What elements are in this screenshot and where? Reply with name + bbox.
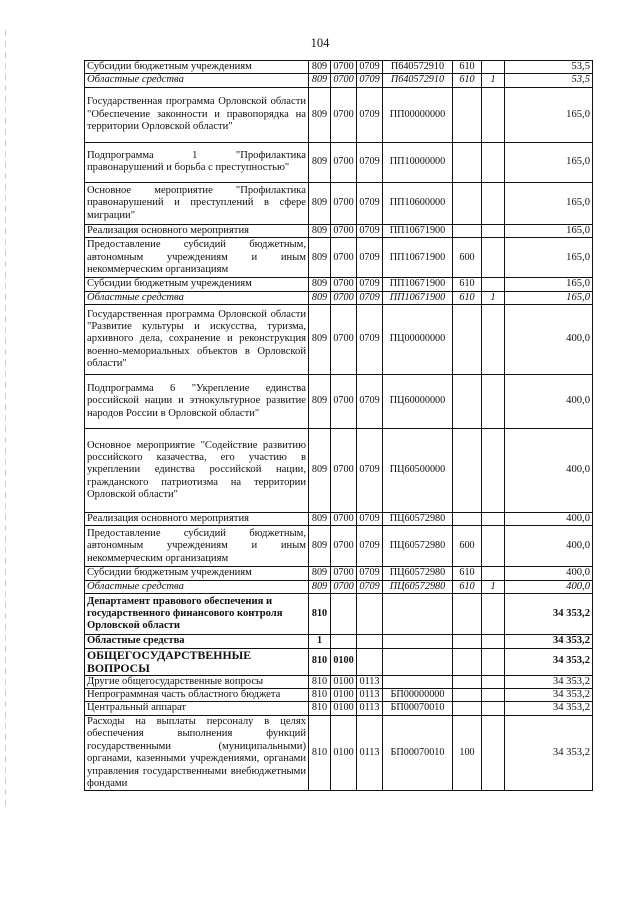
cell-row-name: Областные средства	[85, 580, 309, 593]
cell-amount: 165,0	[505, 291, 593, 304]
cell-amount: 165,0	[505, 224, 593, 237]
cell-target-article-code: ПЦ60572980	[383, 526, 453, 567]
table-row	[85, 291, 593, 304]
cell-funding-source-code	[482, 715, 505, 790]
cell-row-name: Основное мероприятие "Профилактика правонарушений и преступлений в сфере миграции"	[85, 182, 309, 224]
cell-amount: 34 353,2	[505, 715, 593, 790]
table-row	[85, 526, 593, 567]
cell-amount: 165,0	[505, 238, 593, 278]
cell-funding-source-code	[482, 61, 505, 74]
cell-amount: 165,0	[505, 182, 593, 224]
cell-row-name: Субсидии бюджетным учреждениям	[85, 61, 309, 74]
cell-section-code: 0100	[331, 648, 357, 675]
cell-amount: 400,0	[505, 305, 593, 375]
cell-grbs-code: 809	[309, 526, 331, 567]
table-row	[85, 635, 593, 648]
cell-section-code: 0700	[331, 182, 357, 224]
cell-grbs-code: 809	[309, 305, 331, 375]
cell-target-article-code: БП00070010	[383, 715, 453, 790]
cell-section-code: 0700	[331, 238, 357, 278]
cell-row-name: Центральный аппарат	[85, 702, 309, 715]
cell-section-code: 0700	[331, 278, 357, 291]
table-row	[85, 429, 593, 513]
cell-subsection-code	[357, 635, 383, 648]
table-row	[85, 702, 593, 715]
cell-section-code: 0700	[331, 74, 357, 87]
table-row	[85, 305, 593, 375]
table-row	[85, 648, 593, 675]
cell-target-article-code: ПП10671900	[383, 291, 453, 304]
cell-expense-type-code: 600	[453, 238, 482, 278]
cell-section-code: 0700	[331, 87, 357, 142]
scan-edge-artifact	[5, 30, 6, 810]
cell-expense-type-code	[453, 689, 482, 702]
cell-funding-source-code	[482, 429, 505, 513]
cell-subsection-code: 0709	[357, 429, 383, 513]
cell-amount: 34 353,2	[505, 594, 593, 635]
table-row	[85, 594, 593, 635]
cell-subsection-code: 0113	[357, 675, 383, 688]
cell-subsection-code: 0709	[357, 305, 383, 375]
cell-amount: 165,0	[505, 278, 593, 291]
cell-expense-type-code: 600	[453, 526, 482, 567]
cell-row-name: Областные средства	[85, 74, 309, 87]
cell-expense-type-code	[453, 182, 482, 224]
cell-funding-source-code	[482, 375, 505, 429]
cell-grbs-code: 809	[309, 87, 331, 142]
cell-funding-source-code	[482, 278, 505, 291]
cell-section-code: 0700	[331, 513, 357, 526]
cell-target-article-code: ПЦ60572980	[383, 567, 453, 580]
cell-funding-source-code: 1	[482, 580, 505, 593]
cell-expense-type-code: 610	[453, 61, 482, 74]
cell-row-name: Подпрограмма 1 "Профилактика правонарушений и борьба с преступностью"	[85, 142, 309, 182]
cell-amount: 34 353,2	[505, 675, 593, 688]
cell-section-code: 0100	[331, 702, 357, 715]
cell-expense-type-code	[453, 648, 482, 675]
cell-expense-type-code	[453, 224, 482, 237]
cell-subsection-code: 0709	[357, 375, 383, 429]
cell-expense-type-code	[453, 87, 482, 142]
cell-funding-source-code	[482, 513, 505, 526]
cell-amount: 400,0	[505, 429, 593, 513]
cell-section-code	[331, 594, 357, 635]
table-row	[85, 61, 593, 74]
cell-section-code: 0700	[331, 291, 357, 304]
table-row	[85, 567, 593, 580]
page-number: 104	[310, 36, 330, 50]
cell-amount: 34 353,2	[505, 635, 593, 648]
budget-table-body	[85, 61, 593, 791]
cell-target-article-code	[383, 648, 453, 675]
cell-row-name: Подпрограмма 6 "Укрепление единства российской нации и этнокультурное развитие народов России в Орловской области"	[85, 375, 309, 429]
cell-subsection-code: 0709	[357, 182, 383, 224]
cell-subsection-code: 0113	[357, 689, 383, 702]
cell-expense-type-code	[453, 513, 482, 526]
cell-target-article-code: ПЦ60000000	[383, 375, 453, 429]
cell-expense-type-code: 610	[453, 580, 482, 593]
cell-amount: 34 353,2	[505, 702, 593, 715]
cell-subsection-code: 0113	[357, 715, 383, 790]
cell-funding-source-code: 1	[482, 74, 505, 87]
table-row	[85, 87, 593, 142]
cell-grbs-code: 809	[309, 567, 331, 580]
table-row	[85, 224, 593, 237]
cell-target-article-code: БП00070010	[383, 702, 453, 715]
cell-grbs-code: 809	[309, 513, 331, 526]
cell-grbs-code: 810	[309, 715, 331, 790]
cell-target-article-code	[383, 675, 453, 688]
cell-expense-type-code	[453, 675, 482, 688]
cell-row-name: Государственная программа Орловской области "Развитие культуры и искусства, туризма, архивного дела, сохранение и реконструкция военно-мемориальных объектов в Орловской области"	[85, 305, 309, 375]
cell-amount: 400,0	[505, 375, 593, 429]
cell-section-code: 0700	[331, 567, 357, 580]
budget-table	[84, 60, 593, 791]
cell-expense-type-code	[453, 594, 482, 635]
cell-funding-source-code	[482, 224, 505, 237]
cell-subsection-code: 0113	[357, 702, 383, 715]
cell-target-article-code: П640572910	[383, 74, 453, 87]
cell-section-code: 0700	[331, 224, 357, 237]
table-row	[85, 689, 593, 702]
cell-grbs-code: 809	[309, 224, 331, 237]
table-row	[85, 182, 593, 224]
cell-expense-type-code	[453, 305, 482, 375]
cell-target-article-code: ПП00000000	[383, 87, 453, 142]
cell-grbs-code: 809	[309, 429, 331, 513]
cell-subsection-code: 0709	[357, 513, 383, 526]
table-row	[85, 74, 593, 87]
cell-subsection-code: 0709	[357, 224, 383, 237]
table-row	[85, 715, 593, 790]
cell-funding-source-code	[482, 182, 505, 224]
cell-row-name: Реализация основного мероприятия	[85, 224, 309, 237]
cell-amount: 400,0	[505, 567, 593, 580]
cell-funding-source-code	[482, 238, 505, 278]
cell-row-name: Субсидии бюджетным учреждениям	[85, 278, 309, 291]
cell-grbs-code: 810	[309, 648, 331, 675]
cell-grbs-code: 810	[309, 594, 331, 635]
cell-funding-source-code	[482, 87, 505, 142]
cell-amount: 165,0	[505, 87, 593, 142]
cell-section-code: 0700	[331, 142, 357, 182]
cell-subsection-code: 0709	[357, 87, 383, 142]
cell-amount: 400,0	[505, 526, 593, 567]
cell-amount: 165,0	[505, 142, 593, 182]
cell-subsection-code	[357, 594, 383, 635]
cell-section-code: 0700	[331, 526, 357, 567]
cell-expense-type-code: 610	[453, 74, 482, 87]
cell-amount: 400,0	[505, 513, 593, 526]
cell-row-name: Предоставление субсидий бюджетным, автономным учреждениям и иным некоммерческим организациям	[85, 526, 309, 567]
cell-subsection-code: 0709	[357, 142, 383, 182]
cell-amount: 53,5	[505, 74, 593, 87]
cell-amount: 34 353,2	[505, 689, 593, 702]
cell-subsection-code: 0709	[357, 291, 383, 304]
cell-row-name: Предоставление субсидий бюджетным, автономным учреждениям и иным некоммерческим организациям	[85, 238, 309, 278]
cell-target-article-code: П640572910	[383, 61, 453, 74]
cell-grbs-code: 809	[309, 74, 331, 87]
cell-amount: 400,0	[505, 580, 593, 593]
cell-target-article-code: ПП10600000	[383, 182, 453, 224]
cell-row-name: Областные средства	[85, 291, 309, 304]
cell-target-article-code: БП00000000	[383, 689, 453, 702]
table-row	[85, 513, 593, 526]
cell-funding-source-code	[482, 142, 505, 182]
cell-subsection-code: 0709	[357, 238, 383, 278]
table-row	[85, 375, 593, 429]
cell-grbs-code: 809	[309, 291, 331, 304]
cell-funding-source-code	[482, 594, 505, 635]
cell-grbs-code: 810	[309, 702, 331, 715]
table-row	[85, 580, 593, 593]
cell-row-name: Государственная программа Орловской области "Обеспечение законности и правопорядка на территории Орловской области"	[85, 87, 309, 142]
cell-funding-source-code	[482, 702, 505, 715]
cell-funding-source-code: 1	[482, 291, 505, 304]
table-row	[85, 675, 593, 688]
cell-funding-source-code	[482, 305, 505, 375]
cell-section-code: 0100	[331, 689, 357, 702]
cell-funding-source-code	[482, 567, 505, 580]
cell-grbs-code: 810	[309, 689, 331, 702]
cell-subsection-code: 0709	[357, 580, 383, 593]
cell-section-code: 0700	[331, 61, 357, 74]
cell-grbs-code: 809	[309, 61, 331, 74]
cell-section-code: 0700	[331, 305, 357, 375]
cell-section-code: 0700	[331, 375, 357, 429]
cell-funding-source-code	[482, 648, 505, 675]
cell-subsection-code: 0709	[357, 61, 383, 74]
cell-funding-source-code	[482, 689, 505, 702]
cell-amount: 53,5	[505, 61, 593, 74]
cell-target-article-code: ПП10671900	[383, 224, 453, 237]
table-row	[85, 142, 593, 182]
cell-target-article-code: ПЦ60572980	[383, 580, 453, 593]
cell-subsection-code: 0709	[357, 526, 383, 567]
cell-section-code	[331, 635, 357, 648]
cell-row-name: Департамент правового обеспечения и государственного финансового контроля Орловской области	[85, 594, 309, 635]
cell-target-article-code	[383, 594, 453, 635]
cell-target-article-code: ПЦ00000000	[383, 305, 453, 375]
cell-expense-type-code	[453, 375, 482, 429]
cell-grbs-code: 810	[309, 675, 331, 688]
cell-subsection-code	[357, 648, 383, 675]
cell-target-article-code: ПП10671900	[383, 238, 453, 278]
cell-row-name: Областные средства	[85, 635, 309, 648]
cell-row-name: Субсидии бюджетным учреждениям	[85, 567, 309, 580]
cell-grbs-code: 809	[309, 238, 331, 278]
cell-row-name: Другие общегосударственные вопросы	[85, 675, 309, 688]
cell-expense-type-code: 610	[453, 291, 482, 304]
cell-expense-type-code: 100	[453, 715, 482, 790]
cell-expense-type-code	[453, 635, 482, 648]
cell-expense-type-code: 610	[453, 567, 482, 580]
cell-grbs-code: 809	[309, 580, 331, 593]
table-row	[85, 238, 593, 278]
cell-section-code: 0100	[331, 675, 357, 688]
cell-row-name: Расходы на выплаты персоналу в целях обеспечения выполнения функций государственными (муниципальными) органами, казенными учреждениями, органами управления государственными внебюджетными фондами	[85, 715, 309, 790]
cell-section-code: 0700	[331, 580, 357, 593]
cell-row-name: Непрограммная часть областного бюджета	[85, 689, 309, 702]
table-row	[85, 278, 593, 291]
cell-row-name: Реализация основного мероприятия	[85, 513, 309, 526]
cell-subsection-code: 0709	[357, 74, 383, 87]
cell-grbs-code: 809	[309, 278, 331, 291]
cell-target-article-code: ПП10000000	[383, 142, 453, 182]
cell-expense-type-code	[453, 702, 482, 715]
cell-subsection-code: 0709	[357, 567, 383, 580]
cell-funding-source-code	[482, 526, 505, 567]
cell-grbs-code: 809	[309, 182, 331, 224]
cell-subsection-code: 0709	[357, 278, 383, 291]
cell-expense-type-code: 610	[453, 278, 482, 291]
cell-grbs-code: 1	[309, 635, 331, 648]
cell-target-article-code	[383, 635, 453, 648]
cell-target-article-code: ПП10671900	[383, 278, 453, 291]
cell-expense-type-code	[453, 142, 482, 182]
cell-row-name: Основное мероприятие "Содействие развитию российского казачества, его участию в укреплении единства российской нации, гражданского патриотизма на территории Орловской области"	[85, 429, 309, 513]
cell-amount: 34 353,2	[505, 648, 593, 675]
cell-funding-source-code	[482, 635, 505, 648]
cell-funding-source-code	[482, 675, 505, 688]
cell-expense-type-code	[453, 429, 482, 513]
cell-target-article-code: ПЦ60500000	[383, 429, 453, 513]
cell-section-code: 0700	[331, 429, 357, 513]
cell-row-name: ОБЩЕГОСУДАРСТВЕННЫЕ ВОПРОСЫ	[85, 648, 309, 675]
cell-target-article-code: ПЦ60572980	[383, 513, 453, 526]
cell-section-code: 0100	[331, 715, 357, 790]
cell-grbs-code: 809	[309, 142, 331, 182]
cell-grbs-code: 809	[309, 375, 331, 429]
